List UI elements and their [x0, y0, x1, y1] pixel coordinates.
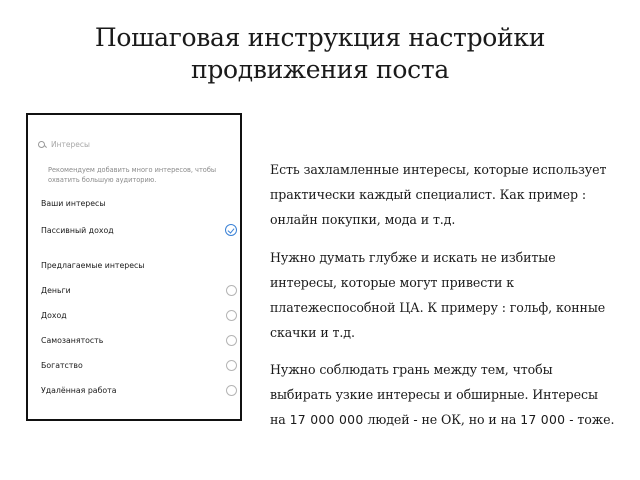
search-input[interactable]: [38, 137, 90, 151]
empty-circle-icon[interactable]: [226, 310, 237, 321]
your-interests-heading: Ваши интересы: [41, 199, 106, 208]
paragraph-3-text-c: - тоже.: [565, 412, 615, 427]
title-line-1: Пошаговая инструкция настройки: [94, 23, 546, 52]
interest-row-income[interactable]: [41, 308, 237, 322]
paragraph-3: [270, 357, 615, 432]
title-line-2: продвижения поста: [190, 55, 450, 84]
empty-circle-icon[interactable]: [226, 335, 237, 346]
interest-row-wealth[interactable]: [41, 358, 237, 372]
search-icon: [38, 141, 45, 148]
paragraph-1: Есть захламленные интересы, которые использует практически каждый специалист. Как пример : онлайн покупки, мода и т.д.: [270, 162, 607, 227]
interest-row-remote-work[interactable]: [41, 383, 237, 397]
empty-circle-icon[interactable]: [226, 385, 237, 396]
search-placeholder: Интересы: [51, 139, 90, 149]
interest-label: Пассивный доход: [41, 225, 114, 235]
empty-circle-icon[interactable]: [226, 360, 237, 371]
number-17-thousand: 17 000: [520, 412, 566, 427]
paragraph-2: Нужно думать глубже и искать не избитые интересы, которые могут привести к платежеспособной ЦА. К примеру : гольф, конные скачки и т.д.: [270, 250, 606, 340]
interest-row-money[interactable]: [41, 283, 237, 297]
interest-label: Деньги: [41, 285, 71, 295]
interest-label: Самозанятость: [41, 335, 104, 345]
number-17-million: 17 000 000: [289, 412, 364, 427]
interest-label: Доход: [41, 310, 67, 320]
empty-circle-icon[interactable]: [226, 285, 237, 296]
interest-label: Богатство: [41, 360, 83, 370]
paragraph-3-text-a: Нужно соблюдать грань между тем, чтобы выбирать узкие интересы и обширные. Интересы на: [270, 362, 598, 427]
interest-label: Удалённая работа: [41, 385, 117, 395]
check-circle-icon[interactable]: [225, 224, 237, 236]
page-title: [0, 22, 640, 86]
interest-row-self-employment[interactable]: [41, 333, 237, 347]
paragraph-3-text-b: людей - не ОК, но и на: [363, 412, 521, 427]
hint-text: Рекомендуем добавить много интересов, чтобы охватить большую аудиторию.: [48, 166, 217, 184]
phone-screenshot: [26, 113, 242, 421]
suggested-interests-heading: Предлагаемые интересы: [41, 261, 145, 270]
interest-row-passive-income[interactable]: [41, 223, 237, 237]
